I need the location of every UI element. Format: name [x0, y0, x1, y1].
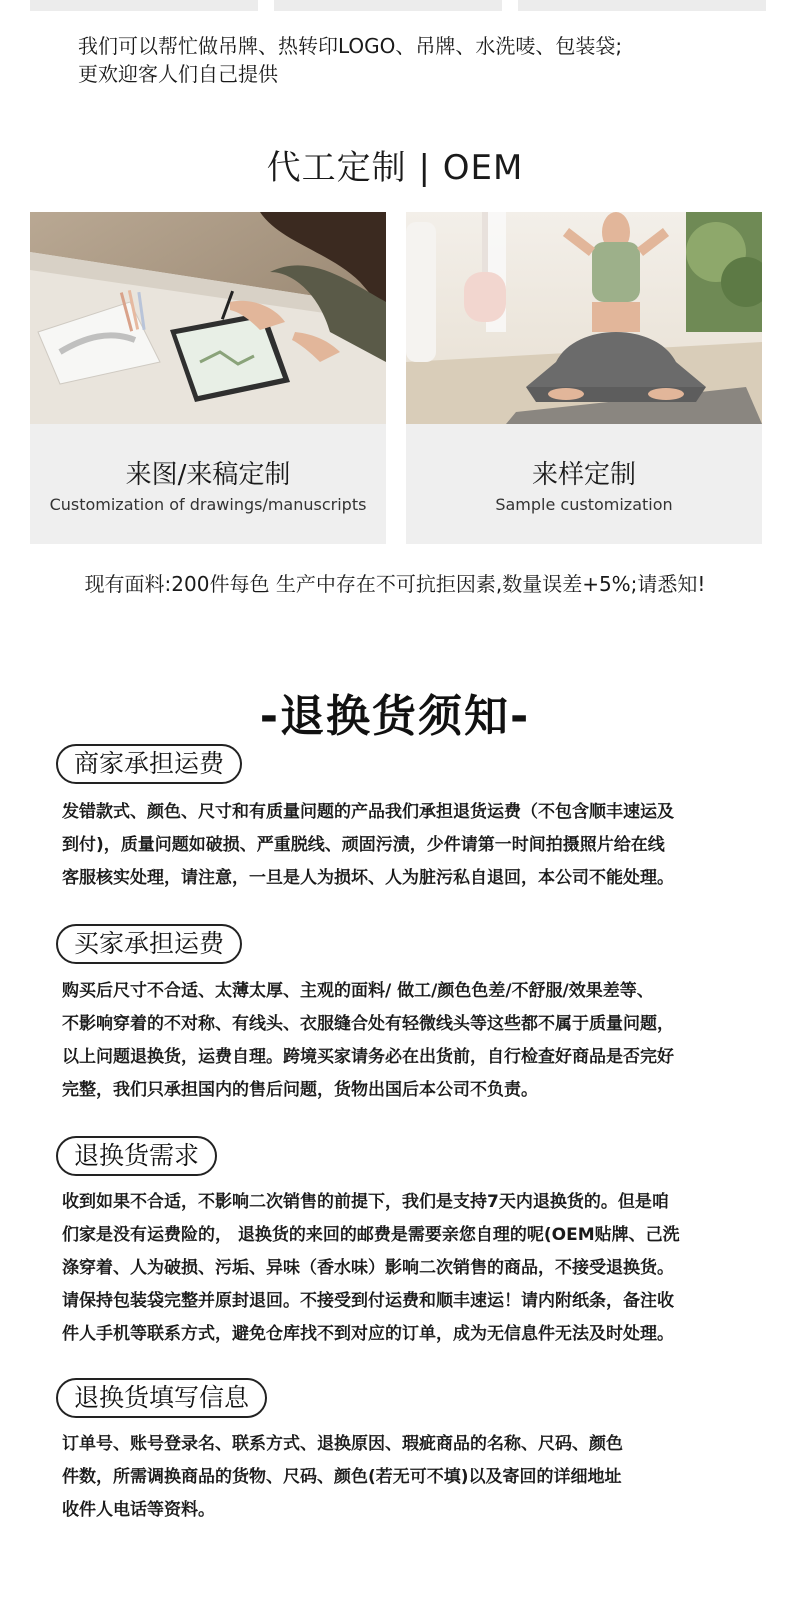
image-strip — [274, 0, 502, 11]
text-line: 们家是没有运费险的， 退换货的来回的邮费是需要亲您自理的呢(OEM贴牌、己洗 — [62, 1225, 680, 1245]
text-line: 件人手机等联系方式，避免仓库找不到对应的订单，成为无信息件无法及时处理。 — [62, 1324, 674, 1344]
text-line: 请保持包装袋完整并原封退回。不接受到付运费和顺丰速运！请内附纸条，备注收 — [62, 1291, 674, 1311]
text-line: 涤穿着、人为破损、污垢、异味（香水味）影响二次销售的商品，不接受退换货。 — [62, 1258, 674, 1278]
text-line: 收到如果不合适，不影响二次销售的前提下，我们是支持7天内退换货的。但是咱 — [62, 1192, 669, 1212]
text-line: 件数，所需调换商品的货物、尺码、颜色(若无可不填)以及寄回的详细地址 — [62, 1467, 622, 1487]
oem-title: 代工定制 | OEM — [266, 148, 524, 188]
section-label-buyer-shipping: 买家承担运费 — [56, 924, 242, 964]
section-label-return-requirements: 退换货需求 — [56, 1136, 217, 1176]
section-label-merchant-shipping: 商家承担运费 — [56, 744, 242, 784]
section-text-return-info — [62, 1428, 752, 1527]
text-line: 订单号、账号登录名、联系方式、退换原因、瑕疵商品的名称、尺码、颜色 — [62, 1434, 623, 1454]
drawing-photo — [30, 212, 386, 424]
image-strip — [518, 0, 766, 11]
intro-line: 我们可以帮忙做吊牌、热转印LOGO、吊牌、水洗唛、包装袋; — [78, 34, 623, 58]
text-line: 客服核实处理，请注意，一旦是人为损坏、人为脏污私自退回，本公司不能处理。 — [62, 868, 674, 888]
text-line: 以上问题退换货，运费自理。跨境买家请务必在出货前，自行检查好商品是否完好 — [62, 1047, 674, 1067]
text-line: 收件人电话等资料。 — [62, 1500, 215, 1520]
section-text-return-requirements — [62, 1186, 752, 1351]
intro-text — [78, 32, 738, 88]
top-image-strips — [30, 0, 766, 12]
section-text-merchant-shipping — [62, 796, 752, 895]
text-line: 发错款式、颜色、尺寸和有质量问题的产品我们承担退货运费（不包含顺丰速运及 — [62, 802, 674, 822]
section-label-return-info: 退换货填写信息 — [56, 1378, 267, 1418]
text-line: 购买后尺寸不合适、太薄太厚、主观的面料/ 做工/颜色色差/不舒服/效果差等、 — [62, 981, 654, 1001]
drawing-customization-card — [30, 212, 386, 544]
card-title: 来样定制 — [531, 460, 636, 490]
yoga-photo — [406, 212, 762, 424]
card-title: 来图/来稿定制 — [125, 460, 291, 490]
card-subtitle: Sample customization — [495, 495, 673, 514]
intro-line: 更欢迎客人们自己提供 — [78, 62, 278, 86]
text-line: 到付)，质量问题如破损、严重脱线、顽固污渍，少件请第一时间拍摄照片给在线 — [62, 835, 665, 855]
section-text-buyer-shipping — [62, 975, 752, 1107]
text-line: 完整，我们只承担国内的售后问题，货物出国后本公司不负责。 — [62, 1080, 538, 1100]
card-subtitle: Customization of drawings/manuscripts — [49, 495, 367, 514]
sample-customization-card — [406, 212, 762, 544]
image-strip — [30, 0, 258, 11]
text-line: 不影响穿着的不对称、有线头、衣服缝合处有轻微线头等这些都不属于质量问题， — [62, 1014, 674, 1034]
fabric-notice: 现有面料:200件每色 生产中存在不可抗拒因素,数量误差+5%;请悉知! — [84, 572, 706, 596]
returns-title: -退换货须知- — [259, 691, 531, 742]
